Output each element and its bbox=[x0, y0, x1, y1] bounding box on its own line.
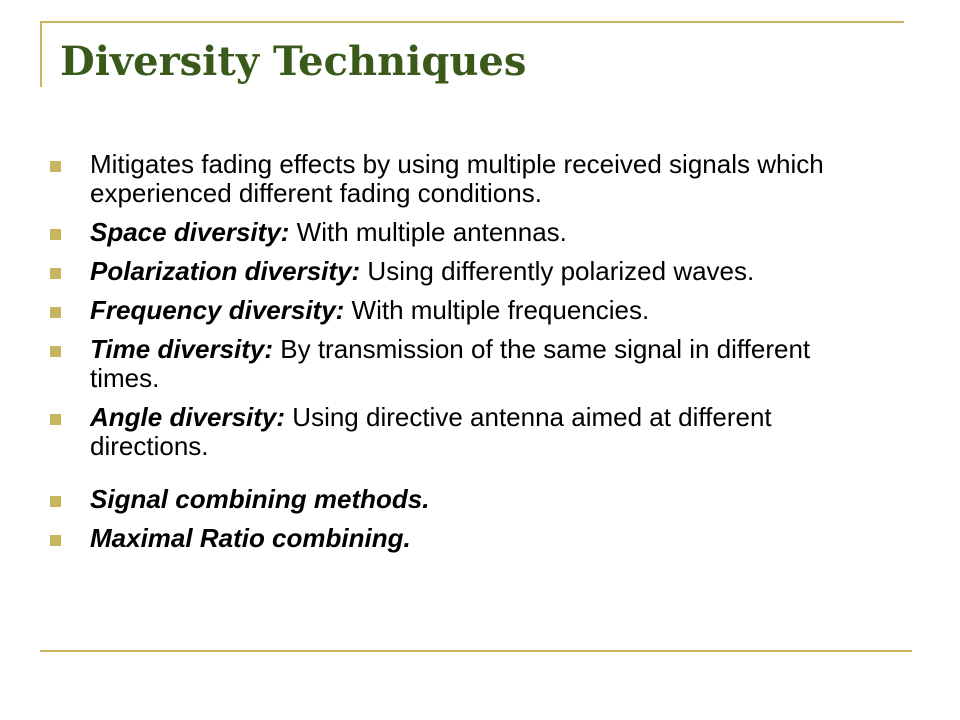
bullet-item-time-diversity bbox=[50, 335, 870, 393]
bullet-term: Polarization diversity: bbox=[90, 256, 361, 286]
bottom-rule-line bbox=[40, 650, 912, 652]
square-bullet-icon bbox=[50, 535, 61, 546]
bullet-term: Frequency diversity: bbox=[90, 295, 345, 325]
bullet-term: Angle diversity: bbox=[90, 402, 286, 432]
bullet-term: Maximal Ratio combining. bbox=[90, 523, 411, 553]
square-bullet-icon bbox=[50, 268, 61, 279]
square-bullet-icon bbox=[50, 307, 61, 318]
bullet-item-polarization-diversity bbox=[50, 257, 870, 286]
bullet-item-signal-combining bbox=[50, 485, 870, 514]
left-rule-line bbox=[40, 21, 42, 87]
bullet-term: Signal combining methods. bbox=[90, 484, 430, 514]
bullet-text: With multiple antennas. bbox=[289, 217, 567, 247]
bullet-text: With multiple frequencies. bbox=[344, 295, 650, 325]
bullet-text: By transmission of the same signal in different times. bbox=[90, 334, 811, 393]
bullet-text: Mitigates fading effects by using multiple received signals which experienced different fading conditions. bbox=[90, 149, 824, 208]
bullet-item-maximal-ratio bbox=[50, 524, 870, 553]
square-bullet-icon bbox=[50, 346, 61, 357]
bullet-text: Using directive antenna aimed at different directions. bbox=[90, 402, 772, 461]
square-bullet-icon bbox=[50, 161, 61, 172]
bullet-item-fading bbox=[50, 150, 870, 208]
bullet-text: Using differently polarized waves. bbox=[360, 256, 755, 286]
bullet-item-frequency-diversity bbox=[50, 296, 870, 325]
square-bullet-icon bbox=[50, 229, 61, 240]
bullet-term: Time diversity: bbox=[90, 334, 274, 364]
bullet-item-space-diversity bbox=[50, 218, 870, 247]
square-bullet-icon bbox=[50, 496, 61, 507]
slide-title: Diversity Techniques bbox=[60, 38, 527, 85]
bullet-item-angle-diversity bbox=[50, 403, 870, 461]
top-rule-line bbox=[40, 21, 904, 23]
square-bullet-icon bbox=[50, 414, 61, 425]
bullet-list bbox=[50, 150, 870, 563]
bullet-term: Space diversity: bbox=[90, 217, 290, 247]
